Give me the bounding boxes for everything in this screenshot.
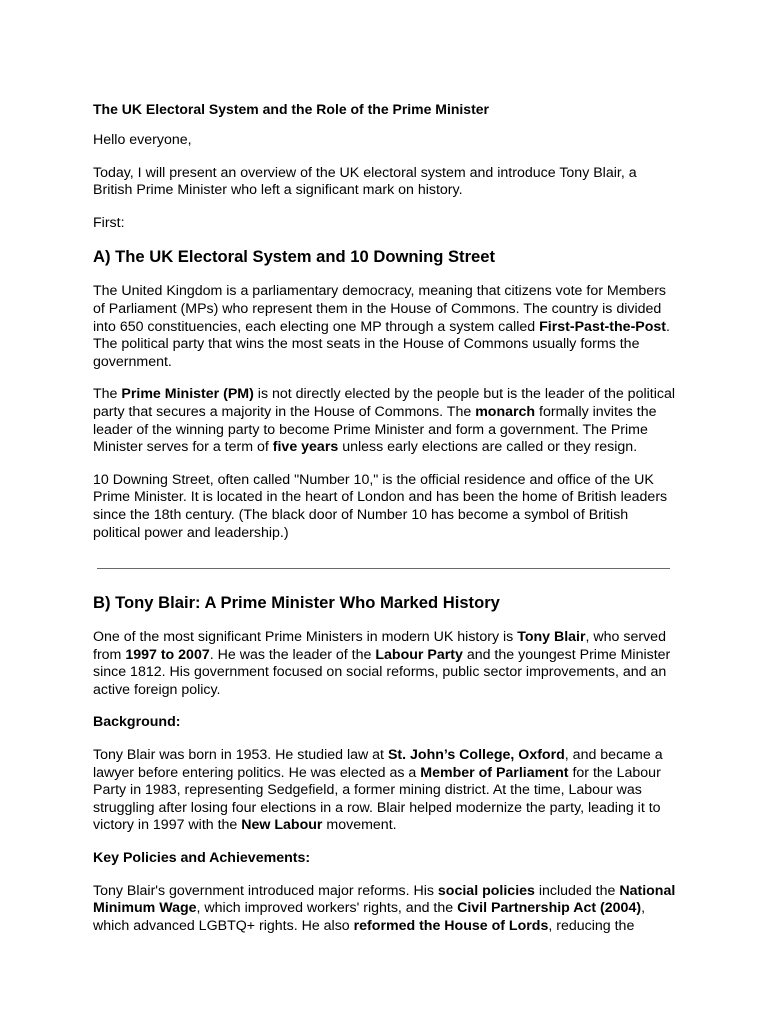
text-run: , reducing the bbox=[548, 917, 635, 934]
bold-term-minimum-wage: National Minimum Wage bbox=[93, 882, 676, 917]
text-run: , which advanced LGBTQ+ rights. He also bbox=[93, 900, 646, 934]
section-a-heading: A) The UK Electoral System and 10 Downing Street bbox=[93, 247, 496, 267]
text-run: included the bbox=[534, 882, 620, 899]
text-run: Tony Blair was born in 1953. He studied law at bbox=[93, 747, 388, 764]
bold-term-member-of-parliament: Member of Parliament bbox=[420, 764, 569, 781]
bold-term-first-past-the-post: First-Past-the-Post bbox=[539, 318, 667, 335]
policies-heading: Key Policies and Achievements: bbox=[93, 850, 311, 867]
text-run: is not directly elected by the people but is the leader of the political party that secures a majority in the House of Commons. The bbox=[93, 386, 675, 420]
bold-term-labour-party: Labour Party bbox=[375, 646, 463, 663]
text-run: . He was the leader of the bbox=[209, 646, 376, 663]
bold-term-new-labour: New Labour bbox=[241, 817, 323, 834]
intro-paragraph: Today, I will present an overview of the UK electoral system and introduce Tony Blair, a British Prime Minister who left a significant mark on history. bbox=[93, 164, 637, 199]
bold-term-tony-blair: Tony Blair bbox=[517, 629, 586, 646]
text-run: , which improved workers' rights, and the bbox=[196, 900, 458, 917]
background-heading: Background: bbox=[93, 714, 181, 731]
section-a-paragraph-2 bbox=[93, 386, 678, 456]
text-run: unless early elections are called or they resign. bbox=[338, 439, 638, 456]
bold-term-five-years: five years bbox=[272, 439, 339, 456]
document-page bbox=[93, 100, 678, 950]
text-run: and the youngest Prime Minister since 1812. His government focused on social reforms, public sector improvements, and an active foreign policy. bbox=[93, 646, 671, 698]
bold-term-house-of-lords: reformed the House of Lords bbox=[353, 917, 549, 934]
section-b-paragraph-1 bbox=[93, 629, 678, 699]
text-run: . The political party that wins the most seats in the House of Commons usually forms the government. bbox=[93, 318, 670, 370]
section-b-heading: B) Tony Blair: A Prime Minister Who Marked History bbox=[93, 593, 500, 613]
text-run: movement. bbox=[322, 817, 397, 834]
text-run: One of the most significant Prime Ministers in modern UK history is bbox=[93, 629, 518, 646]
bold-term-prime-minister: Prime Minister (PM) bbox=[121, 386, 254, 403]
text-run: , and became a lawyer before entering politics. He was elected as a bbox=[93, 747, 663, 781]
text-run: formally invites the leader of the winning party to become Prime Minister and form a government. The Prime Minister serves for a term of bbox=[93, 403, 657, 456]
text-run: The United Kingdom is a parliamentary democracy, meaning that citizens vote for Members of Parliament (MPs) who represent them in the House of Commons. The country is divided into 650 constituencies, each electing one MP through a system called bbox=[93, 283, 667, 335]
text-run: The bbox=[93, 386, 122, 403]
text-run: for the Labour Party in 1983, representing Sedgefield, a former mining district. At the time, Labour was struggling after losing four elections in a row. Blair helped modernize the party, leading it to victory in 1997 with the bbox=[93, 764, 661, 834]
first-label: First: bbox=[93, 214, 125, 231]
bold-term-civil-partnership-act: Civil Partnership Act (2004) bbox=[457, 900, 642, 917]
greeting: Hello everyone, bbox=[93, 132, 192, 148]
section-a-paragraph-1 bbox=[93, 283, 678, 371]
bold-term-monarch: monarch bbox=[475, 403, 536, 420]
text-run: Tony Blair's government introduced major reforms. His bbox=[93, 882, 438, 899]
bold-term-years-served: 1997 to 2007 bbox=[125, 646, 210, 663]
section-a-paragraph-3: 10 Downing Street, often called "Number 10," is the official residence and office of the UK Prime Minister. It is located in the heart of London and has been the home of British leaders since the 18th century. (The black door of Number 10 has become a symbol of British political power and leadership.) bbox=[93, 471, 668, 541]
section-b-paragraph-2 bbox=[93, 747, 678, 835]
section-divider bbox=[97, 568, 670, 569]
text-run: , who served from bbox=[93, 629, 666, 663]
section-b-paragraph-3 bbox=[93, 883, 678, 936]
document-title: The UK Electoral System and the Role of the Prime Minister bbox=[93, 101, 489, 117]
bold-term-social-policies: social policies bbox=[437, 882, 535, 899]
bold-term-college: St. John’s College, Oxford bbox=[387, 747, 565, 764]
